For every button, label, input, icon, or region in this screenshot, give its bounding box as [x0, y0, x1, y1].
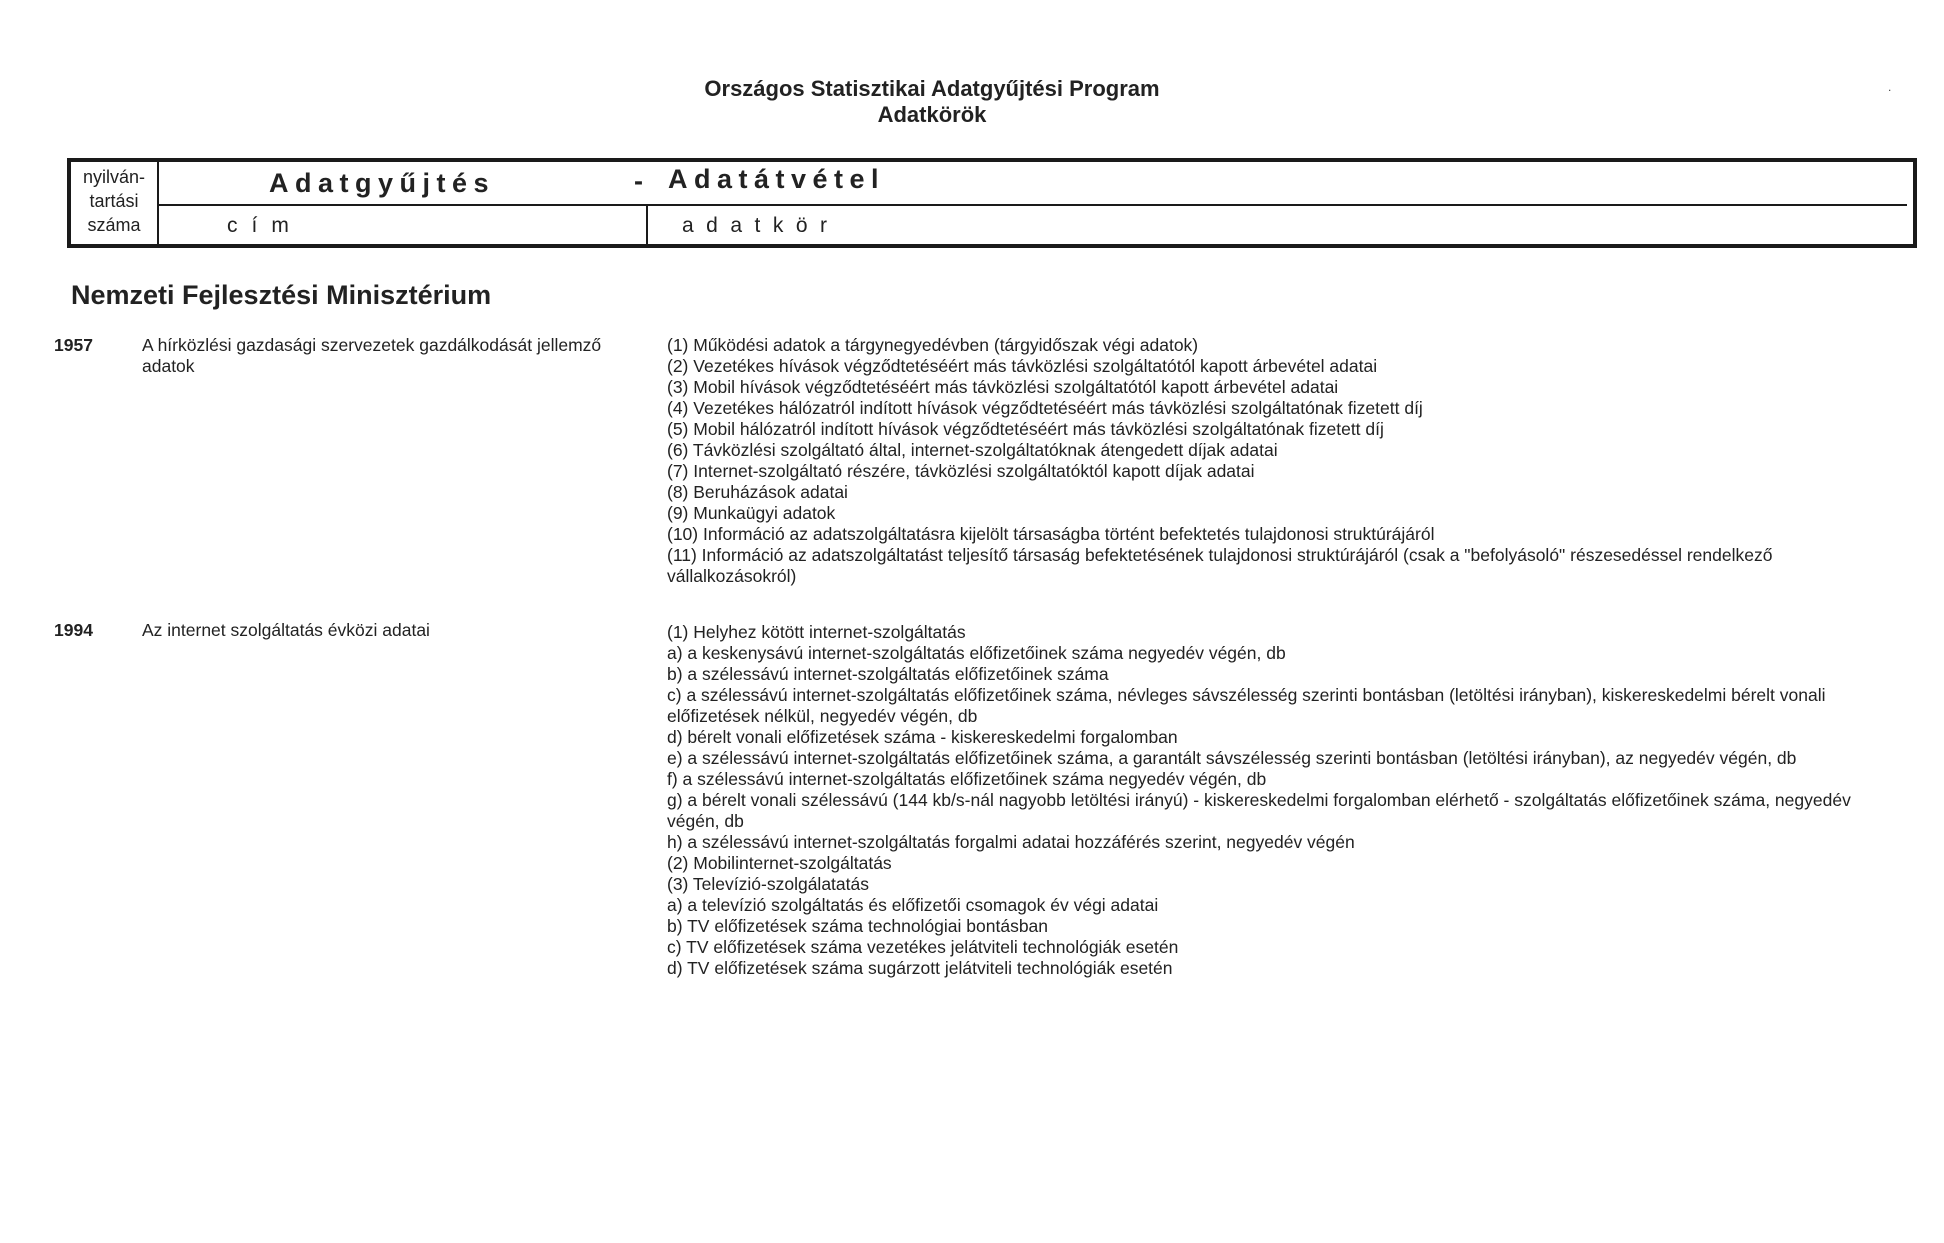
list-item: e) a szélessávú internet-szolgáltatás előfizetőinek száma, a garantált sávszélesség szerinti bontásban (letöltési irányban), az negyedév végén, db: [667, 748, 1797, 768]
list-item: (2) Vezetékes hívások végződtetéséért más távközlési szolgáltatótól kapott árbevétel adatai: [667, 356, 1378, 376]
list-item: (11) Információ az adatszolgáltatást teljesítő társaság befektetésének tulajdonosi struktúrájáról (csak a "befolyásoló" részesedéssel rendelkező vállalkozásokról): [667, 545, 1773, 586]
header-divider-horizontal: [159, 204, 1907, 206]
page-title-line1: Országos Statisztikai Adatgyűjtési Program: [704, 76, 1160, 101]
list-item: (9) Munkaügyi adatok: [667, 503, 836, 523]
reg-label-line3: száma: [87, 215, 141, 235]
list-item: a) a televízió szolgáltatás és előfizetői csomagok év végi adatai: [667, 895, 1159, 915]
list-item: c) a szélessávú internet-szolgáltatás előfizetőinek száma, névleges sávszélesség szerinti bontásban (letöltési irányban), kiskereskedelmi bérelt vonali előfizetések nélkül, negyedév végén, db: [667, 685, 1826, 726]
entry-number: 1994: [54, 620, 93, 640]
list-item: c) TV előfizetések száma vezetékes jelátviteli technológiák esetén: [667, 937, 1179, 957]
list-item: a) a keskenysávú internet-szolgáltatás előfizetőinek száma negyedév végén, db: [667, 643, 1286, 663]
column-heading-adatatvetel: Adatátvétel: [668, 164, 886, 194]
corner-mark: .: [1888, 80, 1892, 94]
reg-label-line1: nyilván-: [82, 167, 146, 187]
list-item: g) a bérelt vonali szélessávú (144 kb/s-nál nagyobb letöltési irányú) - kiskereskedelmi forgalomban elérhető - szolgáltatás előfizetőinek száma, negyedév végén, db: [667, 790, 1851, 831]
entry-head: [54, 620, 643, 641]
page-title: [0, 76, 1864, 128]
list-item: b) TV előfizetések száma technológiai bontásban: [667, 916, 1049, 936]
list-item: f) a szélessávú internet-szolgáltatás előfizetőinek száma negyedév végén, db: [667, 769, 1267, 789]
registration-number-label: [71, 165, 157, 237]
list-item: d) TV előfizetések száma sugárzott jelátviteli technológiák esetén: [667, 958, 1173, 978]
list-item: h) a szélessávú internet-szolgáltatás forgalmi adatai hozzáférés szerint, negyedév végén: [667, 832, 1355, 852]
list-item: (6) Távközlési szolgáltató által, internet-szolgáltatóknak átengedett díjak adatai: [667, 440, 1278, 460]
column-header-box: [67, 158, 1917, 248]
list-item: (7) Internet-szolgáltató részére, távközlési szolgáltatóktól kapott díjak adatai: [667, 461, 1255, 481]
header-divider-vertical-mid: [646, 206, 648, 248]
reg-label-line2: tartási: [89, 191, 139, 211]
list-item: (1) Helyhez kötött internet-szolgáltatás: [667, 622, 966, 642]
entry-number: 1957: [54, 335, 93, 355]
entry-title: A hírközlési gazdasági szervezetek gazdálkodását jellemző adatok: [142, 335, 602, 376]
entry-head: [54, 335, 643, 377]
entry-items: [667, 335, 1867, 587]
page-title-line2: Adatkörök: [877, 102, 987, 127]
column-heading-adatgyujtes: Adatgyűjtés: [269, 168, 496, 198]
entry-title: Az internet szolgáltatás évközi adatai: [142, 620, 430, 640]
list-item: (3) Mobil hívások végződtetéséért más távközlési szolgáltatótól kapott árbevétel adatai: [667, 377, 1339, 397]
list-item: (1) Működési adatok a tárgynegyedévben (tárgyidőszak végi adatok): [667, 335, 1199, 355]
list-item: (2) Mobilinternet-szolgáltatás: [667, 853, 892, 873]
list-item: (3) Televízió-szolgálatatás: [667, 874, 869, 894]
list-item: (4) Vezetékes hálózatról indított hívások végződtetéséért más távközlési szolgáltatónak fizetett díj: [667, 398, 1423, 418]
list-item: d) bérelt vonali előfizetések száma - kiskereskedelmi forgalomban: [667, 727, 1178, 747]
list-item: (10) Információ az adatszolgáltatásra kijelölt társaságba történt befektetés tulajdonosi struktúrájáról: [667, 524, 1435, 544]
column-subheading-cim: cím: [227, 214, 303, 237]
ministry-heading: Nemzeti Fejlesztési Minisztérium: [71, 280, 492, 310]
list-item: (5) Mobil hálózatról indított hívások végződtetéséért más távközlési szolgáltatónak fizetett díj: [667, 419, 1384, 439]
header-divider-vertical-left: [157, 162, 159, 244]
column-heading-dash: -: [634, 166, 643, 196]
list-item: b) a szélessávú internet-szolgáltatás előfizetőinek száma: [667, 664, 1109, 684]
column-subheading-adatkor: adatkör: [682, 214, 840, 237]
entry-items: [667, 622, 1867, 979]
list-item: (8) Beruházások adatai: [667, 482, 848, 502]
